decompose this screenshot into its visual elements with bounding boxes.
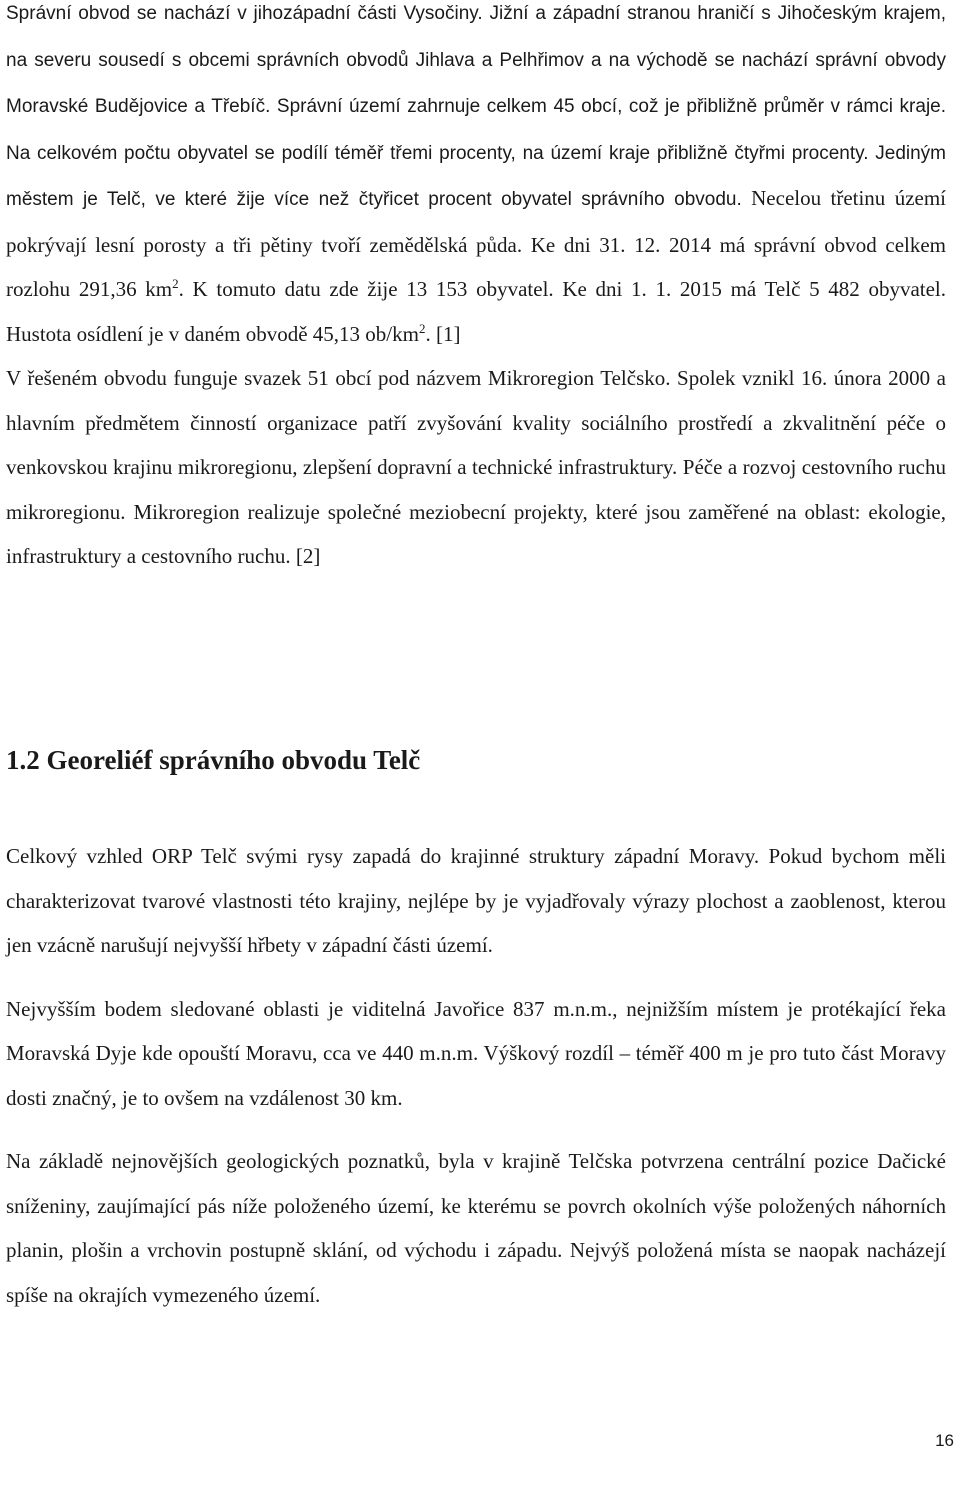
- superscript: 2: [172, 276, 179, 292]
- sentence-end: . [1]: [425, 321, 461, 346]
- paragraph-administrative-district: [6, 0, 946, 356]
- paragraph-microregion: V řešeném obvodu funguje svazek 51 obcí pod názvem Mikroregion Telčsko. Spolek vznikl 16. února 2000 a hlavním předmětem činností organizace patří zvyšování kvality sociálního prostředí a zkvalitnění péče o venkovskou krajinu mikroregionu, zlepšení dopravní a technické infrastruktury. Péče a rozvoj cestovního ruchu mikroregionu. Mikroregion realizuje společné meziobecní projekty, které jsou zaměřené na oblast: ekologie, infrastruktury a cestovního ruchu. [2]: [6, 366, 946, 568]
- page-number: 16: [935, 1431, 954, 1450]
- document-page: [6, 0, 947, 1307]
- section-heading: [6, 740, 420, 780]
- section-title: Georeliéf správního obvodu Telč: [46, 745, 421, 775]
- section-body: [6, 834, 946, 1317]
- sentence: Ke dni 31. 12. 2014 má správní obvod celkem rozlohu 291,36 km: [6, 232, 947, 301]
- sentence: Hustota osídlení je v daném obvodě 45,13 ob/km: [6, 321, 419, 346]
- paragraph-relief-overview: Celkový vzhled ORP Telč svými rysy zapadá do krajinné struktury západní Moravy. Pokud bychom měli charakterizovat tvarové vlastnosti této krajiny, nejlépe by je vyjadřovaly výrazy plochost a zaoblenost, kterou jen vzácně narušují nejvyšší hřbety v západní části území.: [6, 844, 946, 957]
- sentence: Správní území zahrnuje celkem 45 obcí, což je přibližně průměr v rámci kraje.: [276, 96, 947, 117]
- sentence: Jediným městem je Telč, ve které žije více než čtyřicet procent obyvatel správního obvodu.: [6, 142, 946, 210]
- paragraph-elevation: Nejvyšším bodem sledované oblasti je viditelná Javořice 837 m.n.m., nejnižším místem je protékající řeka Moravská Dyje kde opouští Moravu, cca ve 440 m.n.m. Výškový rozdíl – téměř 400 m je pro tuto část Moravy dosti značný, je to ovšem na vzdálenost 30 km.: [6, 996, 946, 1110]
- sentence: Správní obvod se nachází v jihozápadní části Vysočiny. Jižní a západní stranou hraničí s Jihočeským krajem, na severu sousedí s obcemi správních obvodů Jihlava a Pelhřimov a na východě se nachází správní obvody Moravské Budějovice a Třebíč.: [6, 3, 946, 117]
- sentence: Na celkovém počtu obyvatel se podílí téměř třemi procenty, na území kraje přibližně čtyřmi procenty.: [6, 142, 869, 164]
- sentence: K tomuto datu zde žije 13 153 obyvatel. Ke dni 1. 1. 2015 má Telč 5 482 obyvatel.: [192, 277, 946, 301]
- paragraph-geology: Na základě nejnovějších geologických poznatků, byla v krajině Telčska potvrzena centrální pozice Dačické sníženiny, zaujímající pás níže položeného území, ke kterému se povrch okolních výše položených náhorních planin, plošin a vrchovin postupně sklání, od východu i západu. Nejvýš položená místa se naopak nacházejí spíše na okrajích vymezeného území.: [6, 1149, 946, 1307]
- section-number: 1.2: [6, 745, 40, 775]
- superscript: 2: [418, 320, 426, 336]
- sentence: Necelou třetinu území pokrývají lesní porosty a tři pětiny tvoří zemědělská půda.: [6, 186, 947, 257]
- sentence-end: .: [178, 277, 184, 301]
